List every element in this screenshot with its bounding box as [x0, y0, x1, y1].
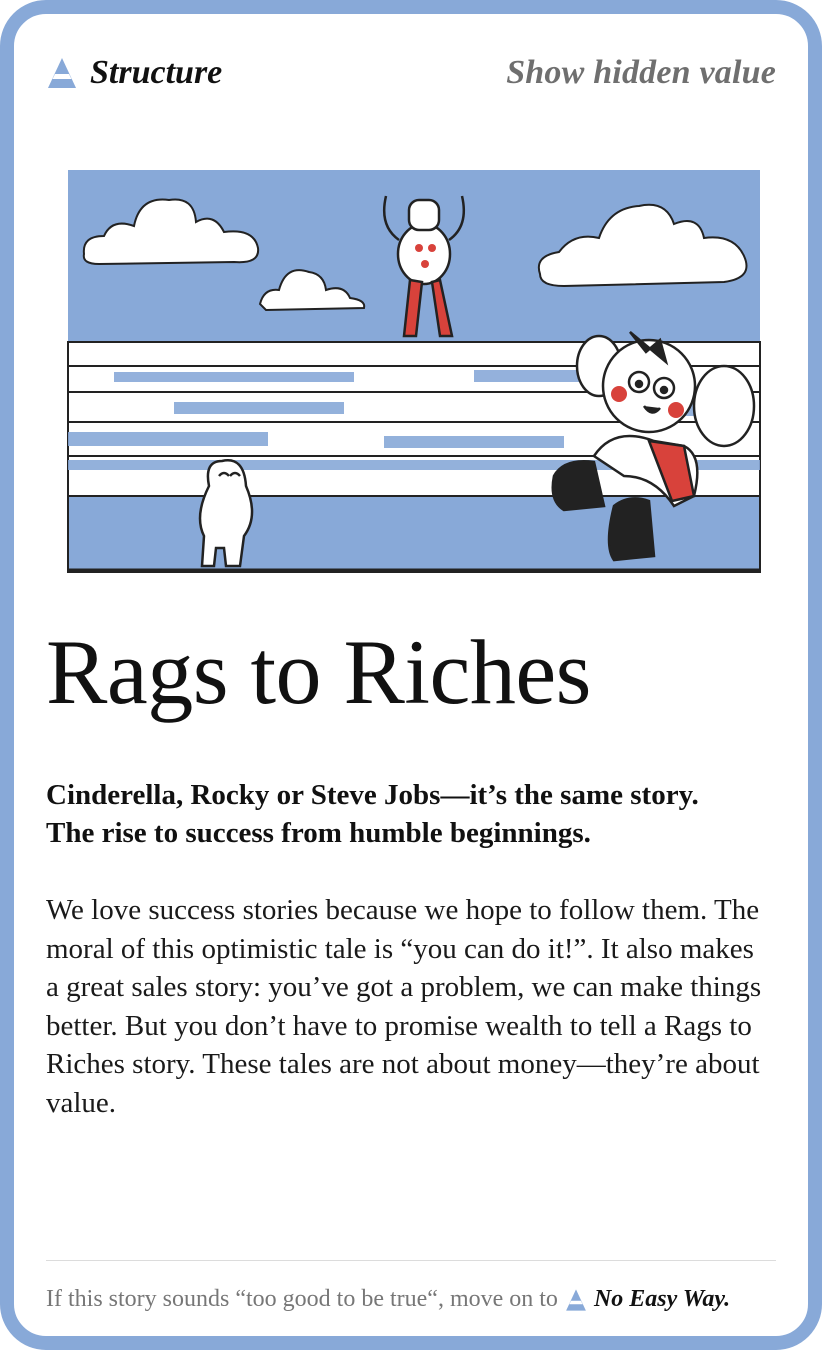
category-label: Structure: [90, 54, 223, 91]
card-header: [46, 44, 776, 104]
card-footer: [46, 1286, 776, 1313]
show-hidden-value-link[interactable]: Show hidden value: [506, 54, 776, 91]
card-title: Rags to Riches: [46, 621, 591, 723]
pyramid-icon: [46, 56, 78, 90]
card-body: We love success stories because we hope to follow them. The moral of this optimistic tale is “you can do it!”. It also makes a great sales story: you’ve got a problem, we can make things better. But you don’t have to promise wealth to tell a Rags to Riches story. These tales are not about money—they’re about value.: [46, 894, 762, 1119]
subtitle-line-1: Cinderella, Rocky or Steve Jobs—it’s the same story.: [46, 779, 699, 811]
story-illustration: [54, 156, 774, 574]
subtitle-line-2: The rise to success from humble beginnings.: [46, 817, 591, 849]
pyramid-icon: [564, 1288, 588, 1312]
footer-divider: [46, 1260, 776, 1261]
no-easy-way-link[interactable]: No Easy Way.: [593, 1286, 731, 1312]
category-link[interactable]: [46, 54, 222, 92]
footer-prefix: If this story sounds “too good to be true“, move on to: [46, 1286, 558, 1312]
card-subtitle: [46, 776, 776, 852]
